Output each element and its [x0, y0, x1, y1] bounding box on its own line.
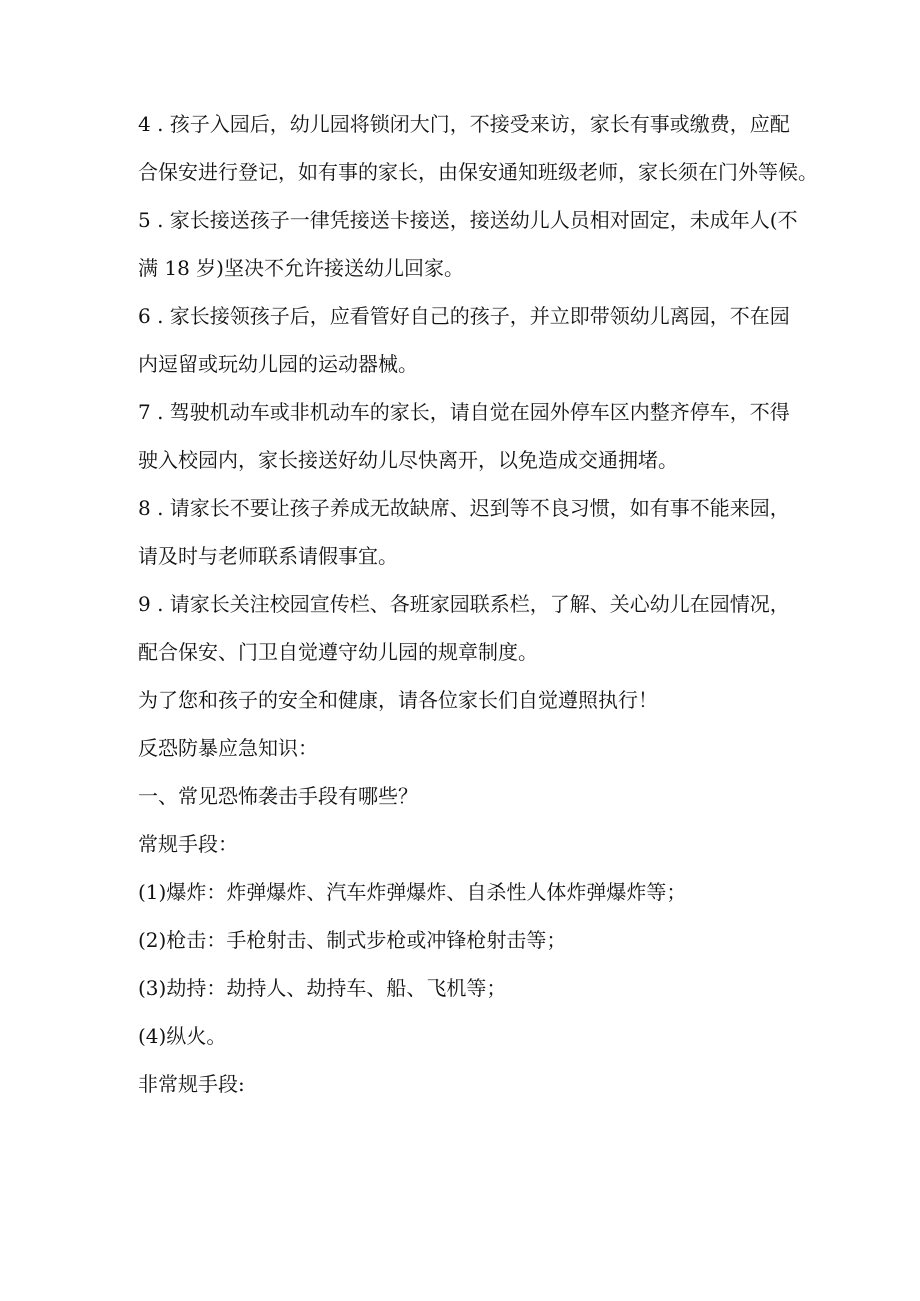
subheading: 非常规手段: — [138, 1072, 245, 1096]
text-line: 7 . 驾驶机动车或非机动车的家长，请自觉在园外停车区内整齐停车，不得 — [138, 400, 790, 424]
section-heading: 反恐防暴应急知识： — [138, 736, 318, 760]
text-line: 为了您和孩子的安全和健康，请各位家长们自觉遵照执行！ — [138, 688, 658, 712]
section-heading: 一、常见恐怖袭击手段有哪些？ — [138, 784, 418, 808]
list-item: (3)劫持：劫持人、劫持车、船、飞机等； — [138, 976, 507, 1000]
text-line: 合保安进行登记，如有事的家长，由保安通知班级老师，家长须在门外等候。 — [138, 160, 818, 184]
text-line: 驶入校园内，家长接送好幼儿尽快离开，以免造成交通拥堵。 — [138, 448, 678, 472]
subheading: 常规手段： — [138, 832, 238, 856]
text-line: 请及时与老师联系请假事宜。 — [138, 544, 398, 568]
text-line: 配合保安、门卫自觉遵守幼儿园的规章制度。 — [138, 640, 538, 664]
text-line: 4 . 孩子入园后，幼儿园将锁闭大门，不接受来访，家长有事或缴费，应配 — [138, 112, 790, 136]
list-item: (4)纵火。 — [138, 1024, 227, 1048]
text-line: 8 . 请家长不要让孩子养成无故缺席、迟到等不良习惯，如有事不能来园， — [138, 496, 790, 520]
text-line: 5 . 家长接送孩子一律凭接送卡接送，接送幼儿人员相对固定，未成年人(不 — [138, 208, 798, 232]
list-item: (1)爆炸：炸弹爆炸、汽车炸弹爆炸、自杀性人体炸弹爆炸等； — [138, 880, 687, 904]
text-line: 9 . 请家长关注校园宣传栏、各班家园联系栏，了解、关心幼儿在园情况， — [138, 592, 790, 616]
text-line: 内逗留或玩幼儿园的运动器械。 — [138, 352, 418, 376]
document-body — [138, 112, 818, 1096]
list-item: (2)枪击：手枪射击、制式步枪或冲锋枪射击等； — [138, 928, 567, 952]
text-line: 满 18 岁)坚决不允许接送幼儿回家。 — [138, 256, 464, 280]
text-line: 6 . 家长接领孩子后，应看管好自己的孩子，并立即带领幼儿离园，不在园 — [138, 304, 790, 328]
